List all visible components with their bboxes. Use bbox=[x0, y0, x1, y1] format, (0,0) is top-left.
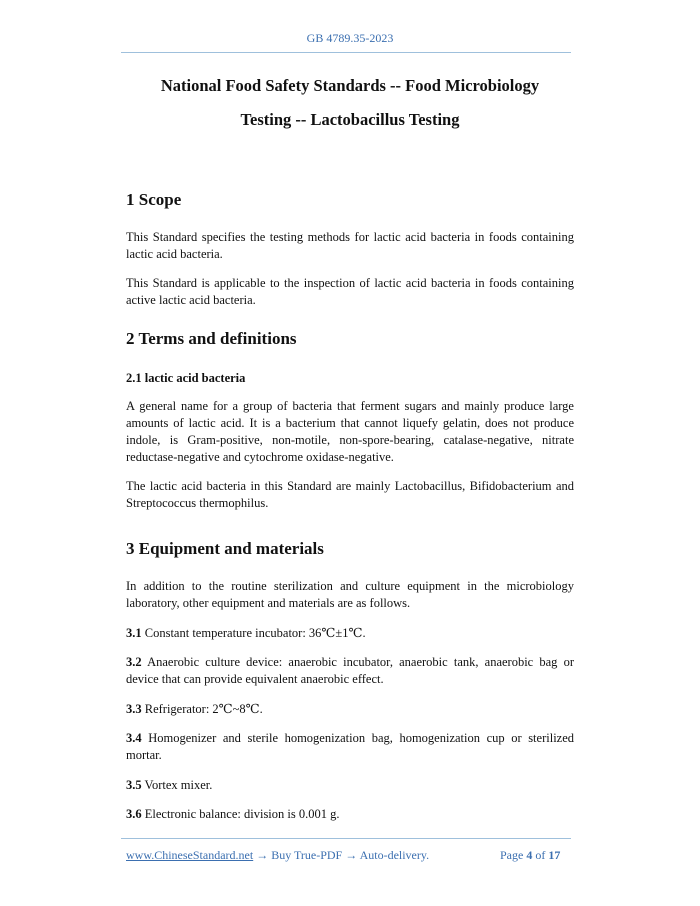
equipment-item bbox=[126, 777, 574, 794]
equipment-item bbox=[126, 701, 574, 718]
footer-divider bbox=[121, 838, 571, 839]
item-text: Homogenizer and sterile homogenization bag, homogenization cup or sterilized mortar. bbox=[126, 731, 575, 762]
footer-tagline: → Buy True-PDF → Auto-delivery. bbox=[253, 848, 430, 862]
item-number: 3.4 bbox=[126, 731, 142, 745]
equipment-intro: In addition to the routine sterilization and culture equipment in the microbiology laboratory, other equipment and materials are as follows. bbox=[126, 579, 574, 610]
document-title-line-2: Testing -- Lactobacillus Testing bbox=[240, 110, 460, 129]
page-current: 4 bbox=[526, 848, 533, 862]
page-indicator bbox=[500, 848, 560, 863]
section-heading-equipment: 3 Equipment and materials bbox=[126, 539, 324, 558]
sub-heading-lactic-acid-bacteria: 2.1 lactic acid bacteria bbox=[126, 371, 246, 385]
item-text: Vortex mixer. bbox=[144, 778, 213, 792]
terms-paragraph-2: The lactic acid bacteria in this Standard are mainly Lactobacillus, Bifidobacterium and Streptococcus thermophilus. bbox=[126, 479, 574, 510]
page-label: Page bbox=[500, 848, 524, 862]
item-number: 3.5 bbox=[126, 778, 142, 792]
item-number: 3.3 bbox=[126, 702, 142, 716]
terms-paragraph-1: A general name for a group of bacteria that ferment sugars and mainly produce large amounts of lactic acid. It is a bacterium that cannot liquefy gelatin, does not produce indole, is Gram-positive, non-motile, non-spore-bearing, catalase-negative, nitrate reductase-negative and cytochrome oxidase-negative. bbox=[126, 399, 574, 464]
scope-paragraph-2: This Standard is applicable to the inspection of lactic acid bacteria in foods containing active lactic acid bacteria. bbox=[126, 276, 574, 307]
item-text: Refrigerator: 2℃~8℃. bbox=[144, 702, 263, 716]
item-number: 3.6 bbox=[126, 807, 142, 821]
equipment-item bbox=[126, 654, 574, 688]
section-heading-terms: 2 Terms and definitions bbox=[126, 329, 297, 348]
standard-code: GB 4789.35-2023 bbox=[306, 31, 394, 45]
page-total: 17 bbox=[548, 848, 561, 862]
item-number: 3.2 bbox=[126, 655, 142, 669]
equipment-item bbox=[126, 625, 574, 642]
item-text: Constant temperature incubator: 36℃±1℃. bbox=[144, 626, 366, 640]
item-number: 3.1 bbox=[126, 626, 142, 640]
item-text: Electronic balance: division is 0.001 g. bbox=[144, 807, 340, 821]
document-title-line-1: National Food Safety Standards -- Food Microbiology bbox=[160, 76, 540, 95]
equipment-item bbox=[126, 730, 574, 764]
scope-paragraph-1: This Standard specifies the testing methods for lactic acid bacteria in foods containing lactic acid bacteria. bbox=[126, 230, 574, 261]
page-of: of bbox=[535, 848, 546, 862]
website-link[interactable]: www.ChineseStandard.net bbox=[126, 848, 254, 862]
equipment-item bbox=[126, 806, 574, 823]
footer-promo bbox=[126, 848, 429, 863]
header-divider bbox=[121, 52, 571, 53]
section-heading-scope: 1 Scope bbox=[126, 190, 182, 209]
item-text: Anaerobic culture device: anaerobic incubator, anaerobic tank, anaerobic bag or device that can provide equivalent anaerobic effect. bbox=[126, 655, 574, 686]
